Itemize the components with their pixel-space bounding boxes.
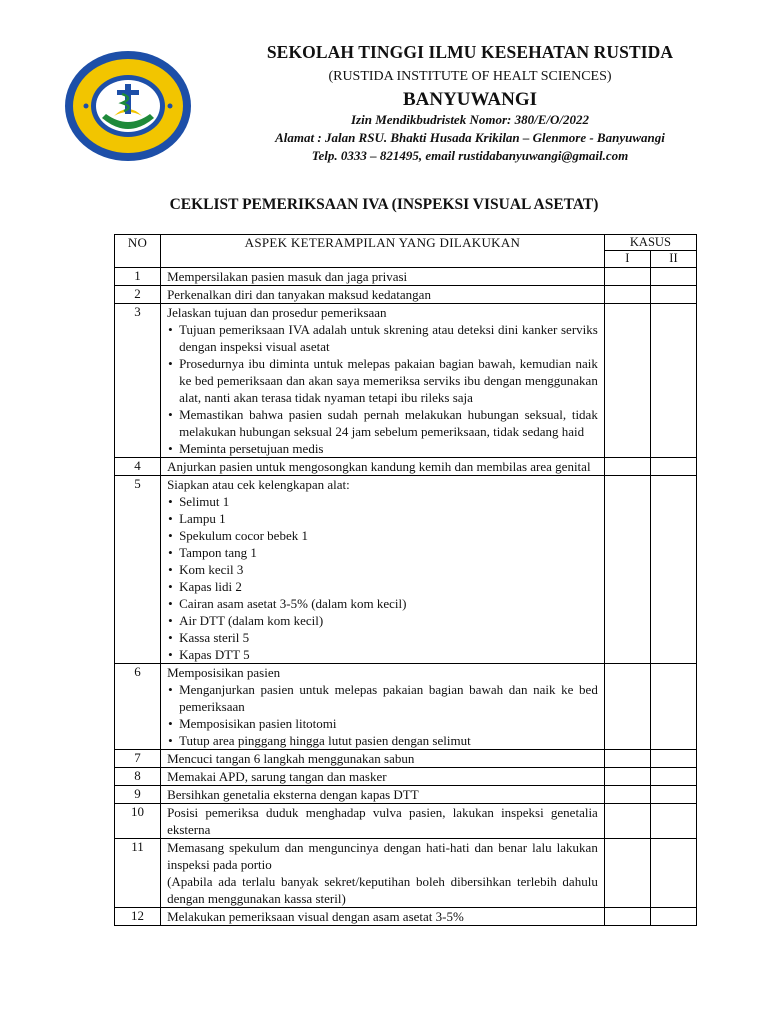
- table-row: [115, 664, 697, 750]
- kasus-2-cell[interactable]: [650, 476, 696, 664]
- table-row: [115, 268, 697, 286]
- step-bullet: • Meminta persetujuan medis: [167, 440, 598, 457]
- kasus-2-cell[interactable]: [650, 458, 696, 476]
- step-description: [161, 286, 605, 304]
- letterhead: [0, 0, 768, 170]
- step-text: Perkenalkan diri dan tanyakan maksud kedatangan: [167, 287, 431, 302]
- letterhead-text: [200, 40, 740, 165]
- institution-contact: Telp. 0333 – 821495, email rustidabanyuwangi@gmail.com: [311, 148, 629, 163]
- step-bullet-list: [167, 321, 598, 457]
- institution-english-name: (RUSTIDA INSTITUTE OF HEALT SCIENCES): [328, 69, 612, 84]
- kasus-2-cell[interactable]: [650, 839, 696, 908]
- step-text: Memposisikan pasien: [167, 665, 281, 680]
- step-text: Melakukan pemeriksaan visual dengan asam asetat 3-5%: [167, 909, 464, 924]
- header-kasus-1: I: [604, 250, 650, 267]
- table-row: [115, 768, 697, 786]
- kasus-1-cell[interactable]: [604, 664, 650, 750]
- step-description: [161, 476, 605, 664]
- kasus-1-cell[interactable]: [604, 839, 650, 908]
- step-bullet-list: [167, 493, 598, 663]
- step-text: Mencuci tangan 6 langkah menggunakan sabun: [167, 751, 415, 766]
- step-bullet: • Spekulum cocor bebek 1: [167, 527, 598, 544]
- step-bullet: • Prosedurnya ibu diminta untuk melepas pakaian bagian bawah, kemudian naik ke bed pemeriksaan dan akan saya memeriksa serviks ibu dengan menggunakan alat, nanti akan terasa tidak nyaman tetapi ibu rileks saja: [167, 355, 598, 406]
- table-row: [115, 908, 697, 926]
- kasus-1-cell[interactable]: [604, 768, 650, 786]
- step-number: 2: [115, 286, 161, 304]
- table-row: [115, 458, 697, 476]
- step-description: [161, 750, 605, 768]
- checklist-body: [115, 268, 697, 926]
- table-row: [115, 286, 697, 304]
- step-bullet: • Lampu 1: [167, 510, 598, 527]
- table-row: [115, 804, 697, 839]
- step-text: Jelaskan tujuan dan prosedur pemeriksaan: [167, 305, 387, 320]
- step-bullet: • Kapas DTT 5: [167, 646, 598, 663]
- institution-logo-icon: [62, 48, 194, 164]
- kasus-1-cell[interactable]: [604, 750, 650, 768]
- step-bullet: • Cairan asam asetat 3-5% (dalam kom kecil): [167, 595, 598, 612]
- step-text: Bersihkan genetalia eksterna dengan kapas DTT: [167, 787, 419, 802]
- kasus-2-cell[interactable]: [650, 786, 696, 804]
- kasus-2-cell[interactable]: [650, 286, 696, 304]
- kasus-1-cell[interactable]: [604, 304, 650, 458]
- step-bullet: • Kapas lidi 2: [167, 578, 598, 595]
- step-bullet: • Kassa steril 5: [167, 629, 598, 646]
- table-row: [115, 304, 697, 458]
- step-bullet: • Menganjurkan pasien untuk melepas pakaian bagian bawah dan naik ke bed pemeriksaan: [167, 681, 598, 715]
- step-number: 3: [115, 304, 161, 458]
- checklist-header: [115, 235, 697, 268]
- step-text: Anjurkan pasien untuk mengosongkan kandung kemih dan membilas area genital: [167, 459, 591, 474]
- step-number: 7: [115, 750, 161, 768]
- kasus-2-cell[interactable]: [650, 664, 696, 750]
- table-row: [115, 839, 697, 908]
- step-bullet: • Memposisikan pasien litotomi: [167, 715, 598, 732]
- kasus-1-cell[interactable]: [604, 458, 650, 476]
- step-bullet: • Tampon tang 1: [167, 544, 598, 561]
- step-description: [161, 268, 605, 286]
- step-bullet: • Air DTT (dalam kom kecil): [167, 612, 598, 629]
- step-number: 9: [115, 786, 161, 804]
- step-text: Posisi pemeriksa duduk menghadap vulva pasien, lakukan inspeksi genetalia eksterna: [167, 805, 598, 837]
- institution-address: Alamat : Jalan RSU. Bhakti Husada Krikilan – Glenmore - Banyuwangi: [275, 130, 665, 145]
- kasus-1-cell[interactable]: [604, 908, 650, 926]
- step-bullet: • Tutup area pinggang hingga lutut pasien dengan selimut: [167, 732, 598, 749]
- step-description: [161, 304, 605, 458]
- step-number: 6: [115, 664, 161, 750]
- step-number: 8: [115, 768, 161, 786]
- step-description: [161, 768, 605, 786]
- kasus-1-cell[interactable]: [604, 786, 650, 804]
- step-description: [161, 458, 605, 476]
- permit-number: Izin Mendikbudristek Nomor: 380/E/O/2022: [350, 112, 589, 127]
- step-description: [161, 908, 605, 926]
- kasus-2-cell[interactable]: [650, 768, 696, 786]
- kasus-1-cell[interactable]: [604, 268, 650, 286]
- step-text: Siapkan atau cek kelengkapan alat:: [167, 477, 350, 492]
- kasus-2-cell[interactable]: [650, 908, 696, 926]
- step-description: [161, 786, 605, 804]
- step-bullet: • Memastikan bahwa pasien sudah pernah melakukan hubungan seksual, tidak melakukan hubungan seksual 24 jam sebelum pemeriksaan, tidak sedang haid: [167, 406, 598, 440]
- institution-name: SEKOLAH TINGGI ILMU KESEHATAN RUSTIDA: [266, 42, 674, 62]
- step-bullet: • Selimut 1: [167, 493, 598, 510]
- step-bullet-list: [167, 681, 598, 749]
- step-bullet: • Tujuan pemeriksaan IVA adalah untuk skrening atau deteksi dini kanker serviks dengan inspeksi visual asetat: [167, 321, 598, 355]
- institution-city: BANYUWANGI: [402, 89, 538, 110]
- step-number: 11: [115, 839, 161, 908]
- step-number: 5: [115, 476, 161, 664]
- step-description: [161, 804, 605, 839]
- kasus-1-cell[interactable]: [604, 804, 650, 839]
- kasus-1-cell[interactable]: [604, 476, 650, 664]
- table-row: [115, 786, 697, 804]
- step-text: Memasang spekulum dan menguncinya dengan hati-hati dan benar lalu lakukan inspeksi pada portio: [167, 840, 598, 872]
- header-aspek: ASPEK KETERAMPILAN YANG DILAKUKAN: [161, 235, 605, 268]
- step-number: 4: [115, 458, 161, 476]
- checklist-table: [114, 234, 697, 926]
- kasus-2-cell[interactable]: [650, 750, 696, 768]
- kasus-2-cell[interactable]: [650, 268, 696, 286]
- kasus-1-cell[interactable]: [604, 286, 650, 304]
- kasus-2-cell[interactable]: [650, 304, 696, 458]
- step-bullet: • Kom kecil 3: [167, 561, 598, 578]
- step-number: 12: [115, 908, 161, 926]
- document-title: CEKLIST PEMERIKSAAN IVA (INSPEKSI VISUAL ASETAT): [169, 196, 599, 213]
- table-row: [115, 750, 697, 768]
- header-kasus: KASUS: [604, 235, 696, 251]
- step-text: Memakai APD, sarung tangan dan masker: [167, 769, 387, 784]
- table-row: [115, 476, 697, 664]
- header-no: NO: [115, 235, 161, 268]
- step-description: [161, 839, 605, 908]
- header-kasus-2: II: [650, 250, 696, 267]
- step-note: (Apabila ada terlalu banyak sekret/keputihan boleh dibersihkan terlebih dahulu dengan menggunakan kassa steril): [167, 874, 598, 906]
- kasus-2-cell[interactable]: [650, 804, 696, 839]
- step-number: 1: [115, 268, 161, 286]
- step-description: [161, 664, 605, 750]
- step-number: 10: [115, 804, 161, 839]
- step-text: Mempersilakan pasien masuk dan jaga privasi: [167, 269, 408, 284]
